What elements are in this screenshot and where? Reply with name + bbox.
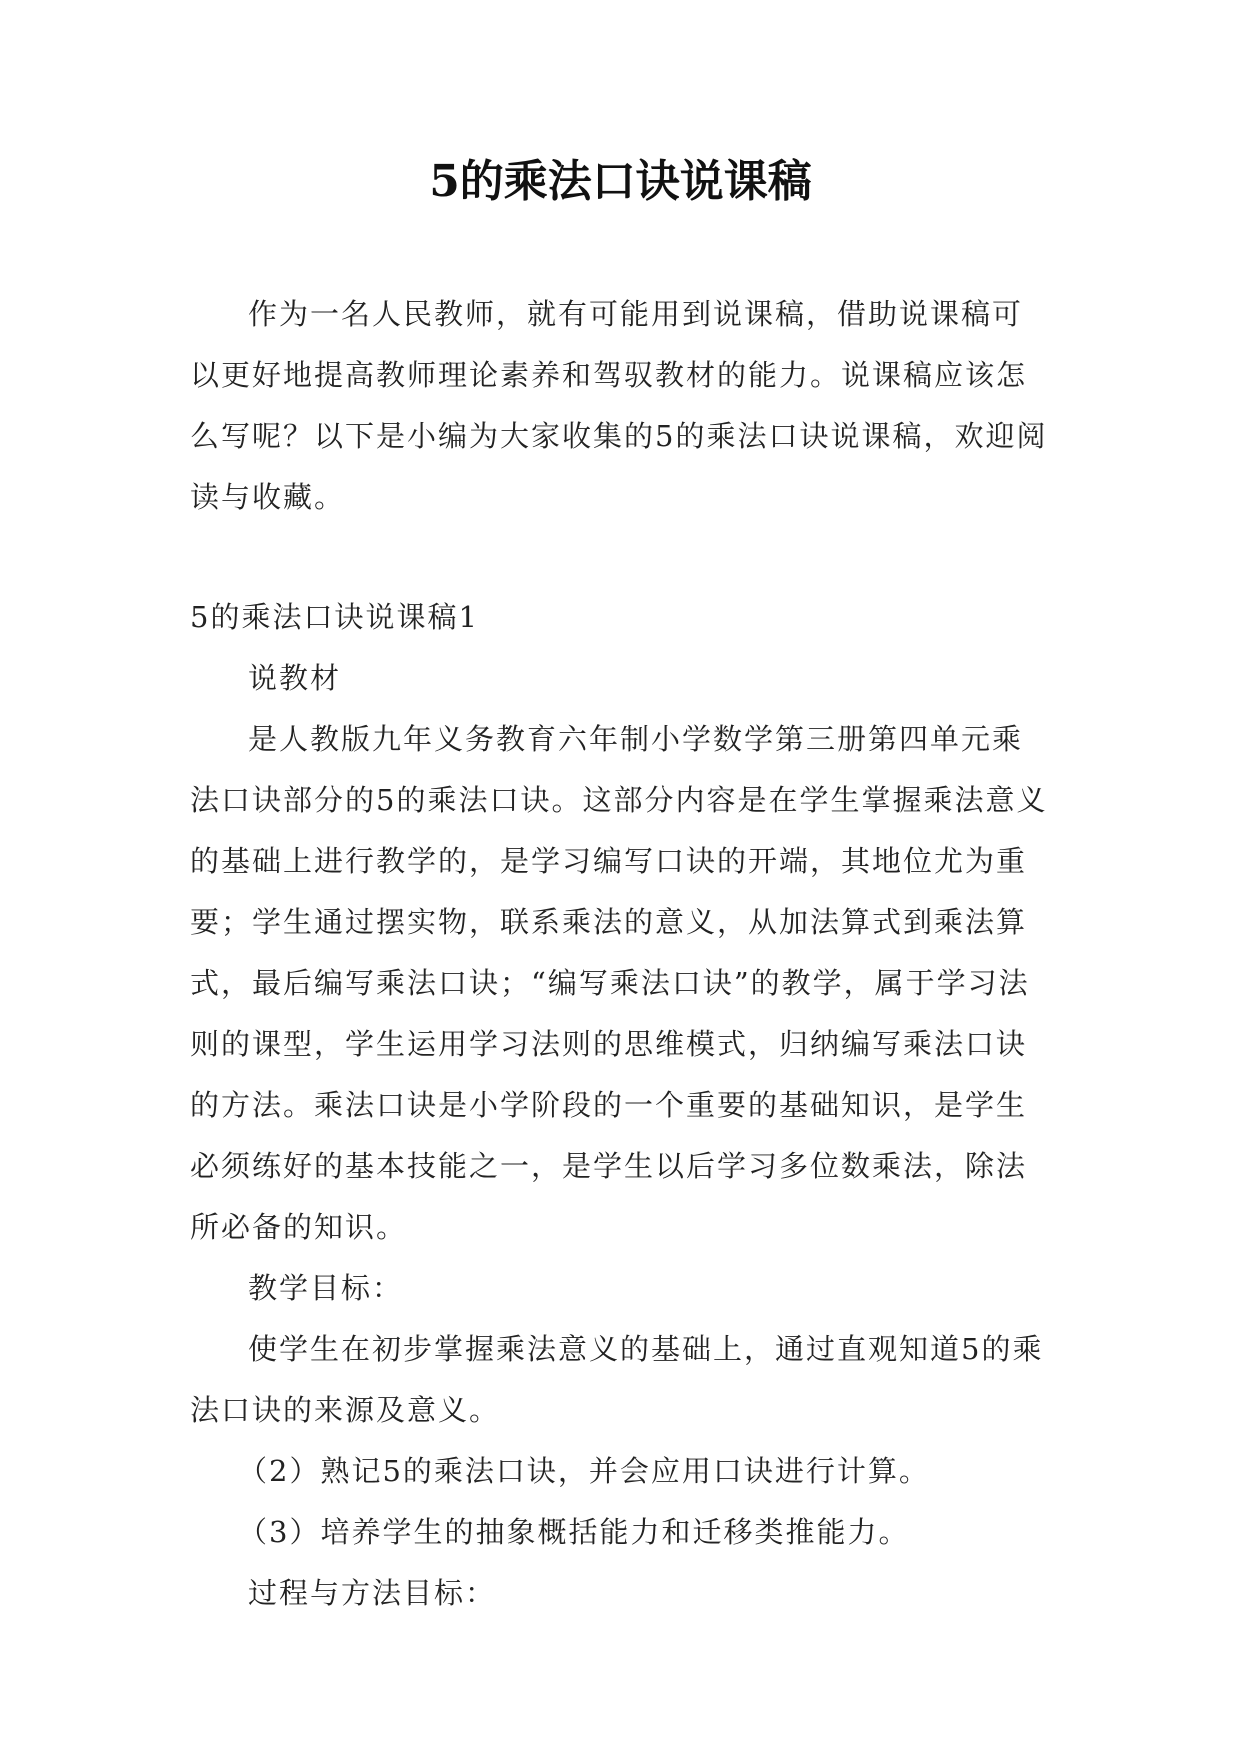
goal-item-2: （2）熟记5的乘法口诀，并会应用口诀进行计算。 (238, 1454, 930, 1488)
document-title: 5的乘法口诀说课稿 (429, 156, 812, 207)
goal-item-1: 使学生在初步掌握乘法意义的基础上，通过直观知道5的乘法口诀的来源及意义。 (190, 1332, 1044, 1427)
document-body (190, 284, 1052, 1624)
subheading-goals: 教学目标： (248, 1271, 404, 1305)
goal-item-3: （3）培养学生的抽象概括能力和迁移类推能力。 (238, 1515, 910, 1549)
subheading-process: 过程与方法目标： (248, 1576, 497, 1610)
textbook-paragraph: 是人教版九年义务教育六年制小学数学第三册第四单元乘法口诀部分的5的乘法口诀。这部分内容是在学生掌握乘法意义的基础上进行教学的，是学习编写口诀的开端，其地位尤为重要；学生通过摆实物，联系乘法的意义，从加法算式到乘法算式，最后编写乘法口诀；“编写乘法口诀”的教学，属于学习法则的课型，学生运用学习法则的思维模式，归纳编写乘法口诀的方法。乘法口诀是小学阶段的一个重要的基础知识，是学生必须练好的基本技能之一，是学生以后学习多位数乘法，除法所必备的知识。 (190, 722, 1048, 1244)
section-heading: 5的乘法口诀说课稿1 (190, 600, 479, 634)
subheading-textbook: 说教材 (248, 661, 342, 695)
intro-paragraph: 作为一名人民教师，就有可能用到说课稿，借助说课稿可以更好地提高教师理论素养和驾驭教材的能力。说课稿应该怎么写呢？以下是小编为大家收集的5的乘法口诀说课稿，欢迎阅读与收藏。 (190, 297, 1048, 514)
